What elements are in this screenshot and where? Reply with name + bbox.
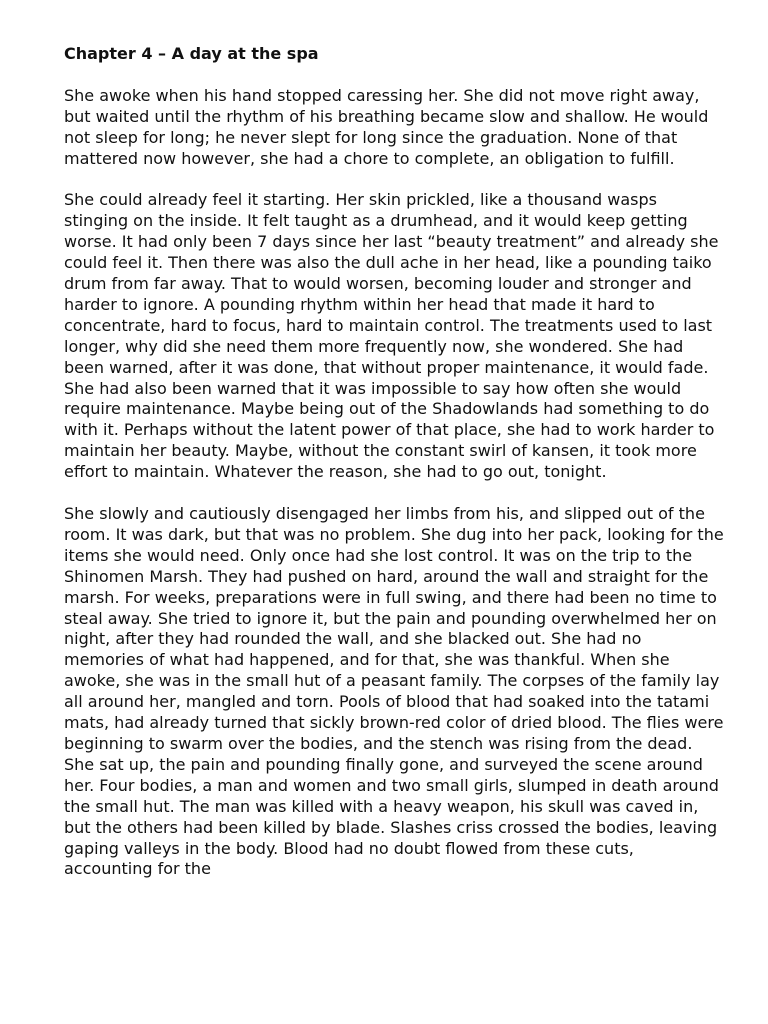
paragraph-3: She slowly and cautiously disengaged her limbs from his, and slipped out of the room. It was dark, but that was no problem. She dug into her pack, looking for the items she would need. Only once had she lost control. It was on the trip to the Shinomen Marsh. They had pushed on hard, around the wall and straight for the marsh. For weeks, preparations were in full swing, and there had been no time to steal away. She tried to ignore it, but the pain and pounding overwhelmed her on night, after they had rounded the wall, and she blacked out. She had no memories of what had happened, and for that, she was thankful. When she awoke, she was in the small hut of a peasant family. The corpses of the family lay all around her, mangled and torn. Pools of blood that had soaked into the tatami mats, had already turned that sickly brown-red color of dried blood. The flies were beginning to swarm over the bodies, and the stench was rising from the dead. She sat up, the pain and pounding finally gone, and surveyed the scene around her. Four bodies, a man and women and two small girls, slumped in death around the small hut. The man was killed with a heavy weapon, his skull was caved in, but the others had been killed by blade. Slashes criss crossed the bodies, leaving gaping valleys in the body. Blood had no doubt flowed from these cuts, accounting for the — [64, 504, 724, 879]
chapter-title: Chapter 4 – A day at the spa — [64, 44, 319, 63]
document-page — [64, 44, 724, 880]
paragraph-2: She could already feel it starting. Her skin prickled, like a thousand wasps stinging on the inside. It felt taught as a drumhead, and it would keep getting worse. It had only been 7 days since her last “beauty treatment” and already she could feel it. Then there was also the dull ache in her head, like a pounding taiko drum from far away. That to would worsen, becoming louder and stronger and harder to ignore. A pounding rhythm within her head that made it hard to concentrate, hard to focus, hard to maintain control. The treatments used to last longer, why did she need them more frequently now, she wondered. She had been warned, after it was done, that without proper maintenance, it would fade. She had also been warned that it was impossible to say how often she would require maintenance. Maybe being out of the Shadowlands had something to do with it. Perhaps without the latent power of that place, she had to work harder to maintain her beauty. Maybe, without the constant swirl of kansen, it took more effort to maintain. Whatever the reason, she had to go out, tonight. — [64, 190, 719, 482]
paragraph-1: She awoke when his hand stopped caressing her. She did not move right away, but waited until the rhythm of his breathing became slow and shallow. He would not sleep for long; he never slept for long since the graduation. None of that mattered now however, she had a chore to complete, an obligation to fulfill. — [64, 85, 709, 168]
